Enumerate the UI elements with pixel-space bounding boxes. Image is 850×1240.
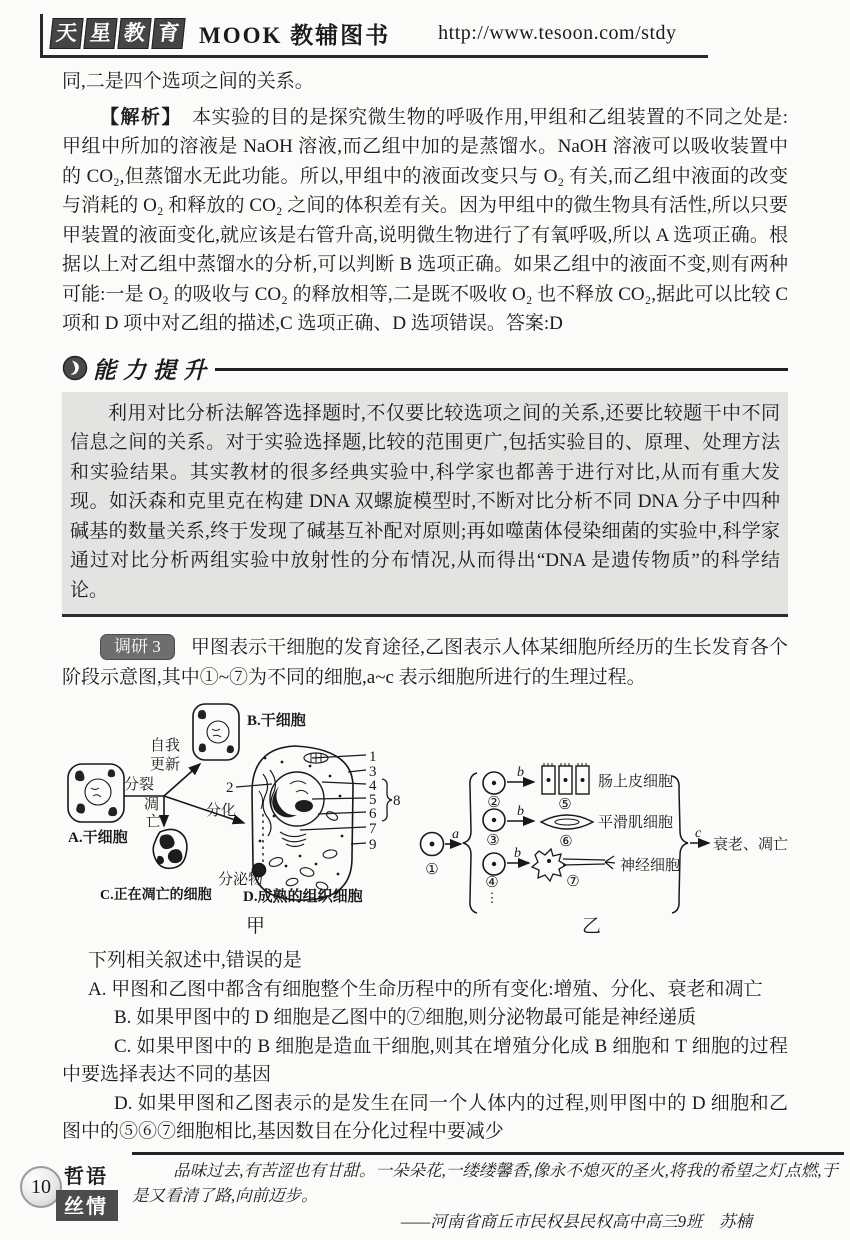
survey-stem-text: 甲图表示干细胞的发育途径,乙图表示人体某细胞所经历的生长发育各个阶段示意图,其中①~⑦为不同的细胞,a~c 表示细胞所进行的生理过程。 — [62, 637, 788, 688]
label-cell-b: B.干细胞 — [247, 713, 306, 729]
survey-question-stem — [62, 633, 788, 692]
continuation-text: 同,二是四个选项之间的关系。 — [62, 71, 314, 92]
column-label-bottom: 丝情 — [56, 1190, 118, 1221]
option-b: B. 如果甲图中的 D 细胞是乙图中的⑦细胞,则分泌物最可能是神经递质 — [114, 1007, 697, 1028]
label-senescence: 衰老、凋亡 — [713, 837, 789, 853]
logo-block-3: 教 — [117, 18, 151, 49]
label-cell-a: A.干细胞 — [68, 830, 128, 846]
label-secretion: 分泌物 — [218, 872, 264, 888]
num-6: 6 — [369, 806, 377, 822]
label-differentiate: 分化 — [206, 803, 237, 819]
num-3: 3 — [369, 764, 377, 780]
page-footer — [0, 1152, 850, 1234]
label-cell-4: ④ — [485, 875, 499, 891]
question-prompt: 下列相关叙述中,错误的是 — [88, 950, 302, 971]
column-label-top: 哲语 — [64, 1166, 108, 1188]
caption-yi: 乙 — [582, 916, 602, 937]
label-cell-7: ⑦ — [566, 874, 580, 890]
footer-quote: 品味过去,有苦涩也有甘甜。一朵朵花,一缕缕馨香,像永不熄灭的圣火,将我的希望之灯点燃,于是又看清了路,向前迈步。 — [132, 1161, 838, 1205]
label-cell-1: ① — [425, 862, 439, 878]
label-cell-6: ⑥ — [559, 834, 573, 850]
label-proc-b3: b — [514, 846, 521, 861]
footer-badge — [20, 1160, 118, 1221]
label-proc-b1: b — [517, 765, 524, 780]
label-proc-a: a — [452, 827, 459, 842]
caption-jia: 甲 — [246, 916, 266, 937]
analysis-paragraph — [62, 103, 788, 339]
option-c: C. 如果甲图中的 B 细胞是造血干细胞,则其在增殖分化成 B 细胞和 T 细胞的过程中要选择表达不同的基因 — [62, 1035, 788, 1085]
ability-tip-text: 利用对比分析法解答选择题时,不仅要比较选项之间的关系,还要比较题干中不同信息之间的关系。对于实验选择题,比较的范围更广,包括实验目的、原理、处理方法和实验结果。其实教材的很多经典实验中,科学家也都善于进行对比,从而有重大发现。如沃森和克里克在构建 DNA 双螺旋模型时,不断对比分析不同 DNA 分子中四种碱基的数量关系,终于发现了碱基互补配对原则;再如噬菌体侵染细菌的实验中,科学家通过对比分析两组实验中放射性的分布情况,从而得出“DNA 是遗传物质”的科学结论。 — [70, 402, 780, 601]
survey-badge: 调研 3 — [100, 634, 175, 660]
analysis-text: 本实验的目的是探究微生物的呼吸作用,甲组和乙组装置的不同之处是:甲组中所加的溶液是 NaOH 溶液,而乙组中加的是蒸馏水。NaOH 溶液可以吸收装置中的 CO₂,但蒸馏水无此功能。所以,甲组中的液面改变只与 O₂ 有关,而乙组中液面的改变与消耗的 O₂ 和释放的 CO₂ 之间的体积差有关。因为甲组中的微生物具有活性,所以只要甲装置的液面变化,就应该是右管升高,说明微生物进行了有氧呼吸,所以 A 选项正确。根据以上对乙组中蒸馏水的分析,可以判断 B 选项正确。如果乙组中的液面不变,则有两种可能:一是 O₂ 的吸收与 CO₂ 的释放相等,二是既不吸收 O₂ 也不释放 CO₂,据此可以比较 C 项和 D 项中对乙组的描述,C 选项正确、D 选项错误。答案:D — [62, 106, 788, 334]
diagram-jia — [68, 704, 392, 900]
mature-cell-outline — [252, 746, 353, 900]
logo-block-4: 育 — [151, 18, 185, 49]
left-brace — [463, 773, 477, 913]
tesoon-logo — [51, 18, 187, 49]
logo-block-1: 天 — [49, 18, 83, 49]
num-2: 2 — [226, 780, 234, 796]
figure-svg — [60, 696, 800, 942]
label-cell-5: ⑤ — [558, 797, 572, 813]
column-label — [56, 1160, 118, 1221]
label-cell-d: D.成熟的组织细胞 — [243, 889, 363, 905]
num-7: 7 — [369, 821, 377, 837]
option-d: D. 如果甲图和乙图表示的是发生在同一个人体内的过程,则甲图中的 D 细胞和乙图中的⑤⑥⑦细胞相比,基因数目在分化过程中要减少 — [62, 1092, 788, 1142]
label-cell-c: C.正在凋亡的细胞 — [100, 888, 212, 903]
num-4: 4 — [369, 778, 377, 794]
label-nerve: 神经细胞 — [620, 858, 681, 874]
right-brace — [672, 776, 688, 913]
analysis-label: 【解析】 — [100, 106, 183, 128]
swirl-section-icon — [62, 355, 88, 381]
ability-tip-box — [62, 392, 788, 618]
footer-quote-block — [132, 1152, 844, 1234]
label-cell-3: ③ — [486, 833, 500, 849]
footer-attribution: ——河南省商丘市民权县民权高中高三9班 苏楠 — [400, 1212, 752, 1231]
label-apoptosis-2: 亡 — [146, 814, 162, 830]
label-proc-c: c — [695, 826, 702, 841]
label-divide: 分裂 — [124, 777, 155, 793]
brand-title: MOOK 教辅图书 — [199, 23, 391, 48]
cell-development-figure — [60, 696, 788, 947]
label-cell-2: ② — [487, 795, 501, 811]
label-self-renew-2: 更新 — [150, 757, 181, 773]
page-header — [40, 14, 708, 58]
section-rule — [215, 368, 788, 371]
label-proc-b2: b — [517, 804, 524, 819]
label-self-renew-1: 自我 — [150, 738, 181, 754]
header-url: http://www.tesoon.com/stdy — [438, 22, 677, 44]
ability-section-header — [62, 352, 788, 385]
num-8: 8 — [393, 793, 401, 809]
page-number: 10 — [20, 1166, 62, 1208]
ability-section-title: 能力提升 — [93, 357, 213, 383]
num-1: 1 — [369, 749, 377, 765]
label-dots: ⋮ — [485, 890, 499, 905]
option-a: A. 甲图和乙图中都含有细胞整个生命历程中的所有变化:增殖、分化、衰老和凋亡 — [88, 978, 763, 1000]
label-smooth-muscle: 平滑肌细胞 — [598, 815, 674, 831]
num-5: 5 — [369, 792, 377, 808]
logo-block-2: 星 — [83, 18, 117, 49]
label-intestinal: 肠上皮细胞 — [598, 774, 674, 790]
label-apoptosis-1: 凋 — [144, 797, 160, 813]
num-9: 9 — [369, 837, 377, 853]
